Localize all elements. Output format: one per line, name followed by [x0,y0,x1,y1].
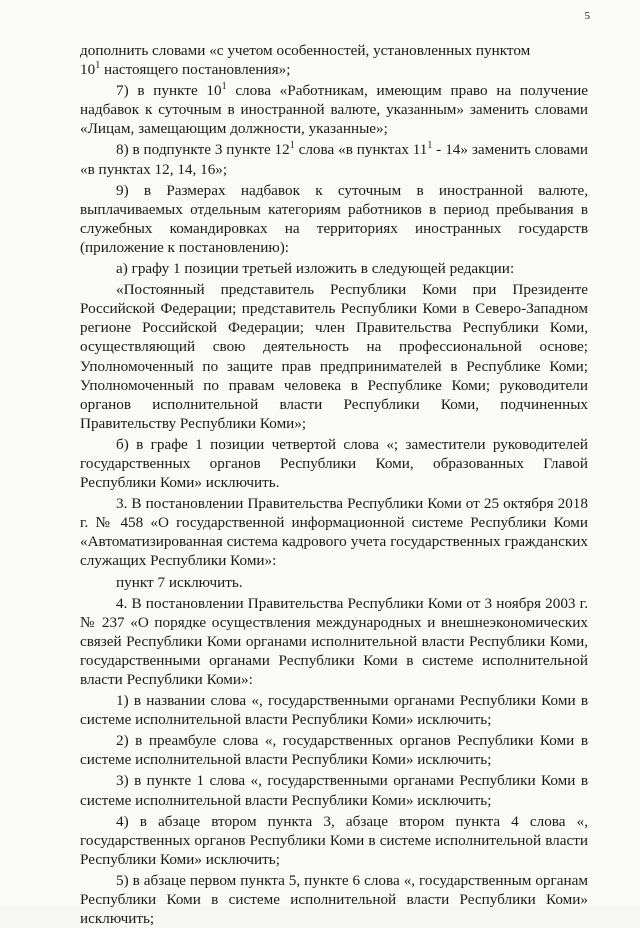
superscript: 1 [95,60,101,72]
section-4-item-3: 3) в пункте 1 слова «, государственными органами Республики Коми в системе исполнительной власти Республики Коми» исключить; [80,772,588,809]
section-4-item-4: 4) в абзаце втором пункта 3, абзаце втором пункта 4 слова «, государственных органов Республики Коми в системе исполнительной власти Республики Коми» исключить; [80,812,588,868]
text-fragment: слова «Работникам, имеющим право на получение надбавок к суточным в иностранной валюте, указанным» заменить словами «Лицам, замещающим должности, указанные»; [80,82,588,138]
section-3-item: пункт 7 исключить. [116,573,243,591]
section-4-item-2: 2) в преамбуле слова «, государственных органов Республики Коми в системе исполнительной власти Республики Коми» исключить; [80,732,588,769]
text-fragment: настоящего постановления»; [100,61,291,79]
text-fragment: 7) в пункте 10 [116,82,222,100]
section-4: 4. В постановлении Правительства Республики Коми от 3 ноября 2003 г. № 237 «О порядке осуществления международных и внешнеэкономических связей Республики Коми органами исполнительной власти Республики Коми, государственными органами Республики Коми в системе исполнительной власти Республики Коми»: [80,594,588,688]
section-4-item-5: 5) в абзаце первом пункта 5, пункте 6 слова «, государственным органам Республики Коми в системе исполнительной власти Республики Коми» исключить; [80,871,588,928]
section-3: 3. В постановлении Правительства Республики Коми от 25 октября 2018 г. № 458 «О государственной информационной системе Республики Коми «Автоматизированная система кадрового учета государственных гражданских служащих Республики Коми»: [80,495,588,570]
text-fragment: - 14» заменить словами «в пунктах 12, 14, 16»; [80,141,588,178]
section-4-item-1: 1) в названии слова «, государственными органами Республики Коми в системе исполнительной власти Республики Коми» исключить; [80,692,588,729]
paragraph-item-9: 9) в Размерах надбавок к суточным в иностранной валюте, выплачиваемых отдельным категориям работников в период пребывания в служебных командировках на территориях иностранных государств (приложение к постановлению): [80,181,588,256]
superscript: 1 [221,81,227,93]
paragraph-item-8 [80,140,588,178]
paragraph-continuation [80,41,588,79]
paragraph-item-9a: а) графу 1 позиции третьей изложить в следующей редакции: [116,260,515,278]
text-fragment: дополнить словами «с учетом особенностей, установленных пунктом [80,42,531,59]
text-fragment: 8) в подпункте 3 пункте 12 [116,141,290,159]
page-number: 5 [584,10,590,22]
superscript: 1 [427,140,433,152]
paragraph-item-7 [80,81,588,138]
paragraph-quote: «Постоянный представитель Республики Коми при Президенте Российской Федерации; представитель Республики Коми в Северо-Западном регионе Российской Федерации; член Правительства Республики Коми, осуществляющий свою деятельность на профессиональной основе; Уполномоченный по защите прав предпринимателей в Республике Коми; Уполномоченный по правам человека в Республике Коми; руководители органов исполнительной власти Республики Коми, подчиненных Правительству Республики Коми»; [80,281,588,432]
text-fragment: слова «в пунктах 11 [294,141,428,159]
paragraph-item-9b: б) в графе 1 позиции четвертой слова «; заместители руководителей государственных органов Республики Коми, образованных Главой Республики Коми» исключить. [80,435,588,492]
text-fragment: 10 [80,61,96,79]
document-body [80,41,588,928]
superscript: 1 [289,140,295,152]
